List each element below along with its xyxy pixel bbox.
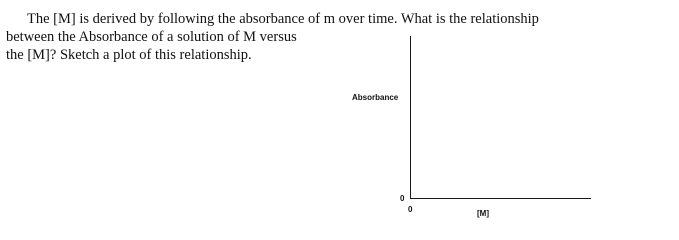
y-axis-label: Absorbance <box>352 93 399 102</box>
x-axis-label: [M] <box>477 209 489 218</box>
question-line: the [M]? Sketch a plot of this relationship. <box>6 47 252 63</box>
question-line: between the Absorbance of a solution of M versus <box>6 29 297 45</box>
x-origin-label: 0 <box>408 205 413 214</box>
y-origin-label: 0 <box>400 194 405 203</box>
x-axis-line <box>410 198 591 199</box>
y-axis-line <box>410 36 411 199</box>
question-line: The [M] is derived by following the absorbance of m over time. What is the relationship <box>27 11 539 27</box>
